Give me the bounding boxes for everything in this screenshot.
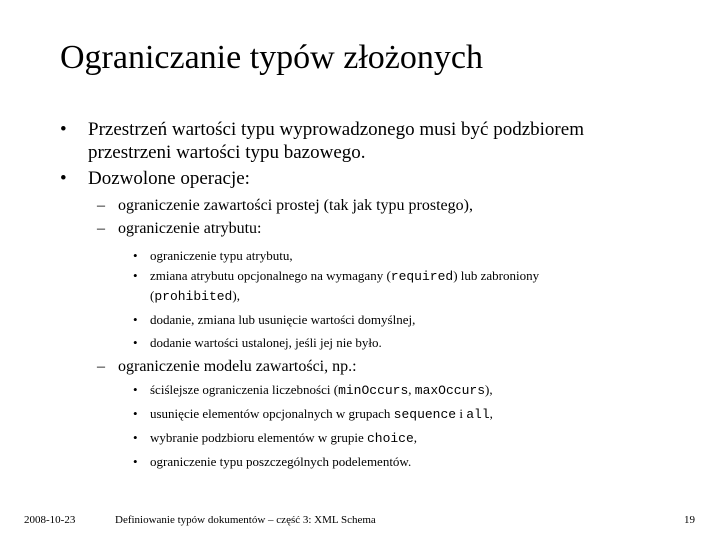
list-item bbox=[133, 246, 590, 265]
code-minoccurs: minOccurs bbox=[338, 383, 409, 398]
code-maxoccurs: maxOccurs bbox=[414, 383, 485, 398]
bullet-marker: • bbox=[133, 430, 138, 445]
sub-bullet-item bbox=[97, 357, 357, 377]
bullet-marker: • bbox=[133, 248, 138, 263]
sub-bullet-item bbox=[97, 196, 473, 216]
bullet-marker: • bbox=[60, 168, 67, 189]
code-prohibited: prohibited bbox=[154, 289, 233, 304]
list-item-text: usunięcie elementów opcjonalnych w grupach sequence i all, bbox=[150, 406, 493, 422]
list-item bbox=[133, 404, 590, 424]
page-number: 19 bbox=[684, 514, 695, 526]
sub-bullet-text: ograniczenie zawartości prostej (tak jak typu prostego), bbox=[118, 197, 473, 214]
bullet-marker: • bbox=[133, 268, 138, 283]
bullet-marker: • bbox=[133, 406, 138, 421]
list-item-text: ściślejsze ograniczenia liczebności (minOccurs, maxOccurs), bbox=[150, 382, 493, 398]
footer-date: 2008-10-23 bbox=[24, 514, 76, 526]
list-item-text: dodanie, zmiana lub usunięcie wartości domyślnej, bbox=[150, 312, 416, 327]
list-item bbox=[133, 266, 590, 306]
list-item-text: ograniczenie typu poszczególnych podelementów. bbox=[150, 454, 412, 469]
list-item bbox=[133, 380, 590, 400]
slide-title: Ograniczanie typów złożonych bbox=[60, 39, 483, 76]
sub-bullet-text: ograniczenie modelu zawartości, np.: bbox=[118, 358, 357, 375]
bullet-text: Przestrzeń wartości typu wyprowadzonego musi być podzbiorem przestrzeni wartości typu bazowego. bbox=[88, 119, 584, 163]
sub-bullet-text: ograniczenie atrybutu: bbox=[118, 220, 262, 237]
bullet-marker: • bbox=[133, 335, 138, 350]
list-item bbox=[133, 452, 590, 471]
dash-marker: – bbox=[97, 358, 105, 375]
bullet-item bbox=[60, 118, 648, 164]
list-item-text: ograniczenie typu atrybutu, bbox=[150, 248, 293, 263]
code-all: all bbox=[466, 407, 490, 422]
bullet-marker: • bbox=[133, 454, 138, 469]
list-item bbox=[133, 428, 590, 448]
sub-bullet-item bbox=[97, 219, 262, 239]
code-sequence: sequence bbox=[393, 407, 457, 422]
footer-caption: Definiowanie typów dokumentów – część 3: XML Schema bbox=[115, 514, 376, 526]
code-choice: choice bbox=[366, 431, 414, 446]
code-required: required bbox=[390, 269, 454, 284]
bullet-marker: • bbox=[60, 119, 67, 140]
list-item-text: dodanie wartości ustalonej, jeśli jej nie było. bbox=[150, 335, 382, 350]
dash-marker: – bbox=[97, 197, 105, 214]
dash-marker: – bbox=[97, 220, 105, 237]
bullet-item bbox=[60, 167, 648, 190]
bullet-marker: • bbox=[133, 382, 138, 397]
list-item-text: wybranie podzbioru elementów w grupie choice, bbox=[150, 430, 418, 446]
bullet-text: Dozwolone operacje: bbox=[88, 168, 250, 189]
list-item bbox=[133, 310, 590, 329]
list-item-text: zmiana atrybutu opcjonalnego na wymagany (required) lub zabroniony (prohibited), bbox=[150, 268, 540, 304]
list-item bbox=[133, 333, 590, 352]
bullet-marker: • bbox=[133, 312, 138, 327]
